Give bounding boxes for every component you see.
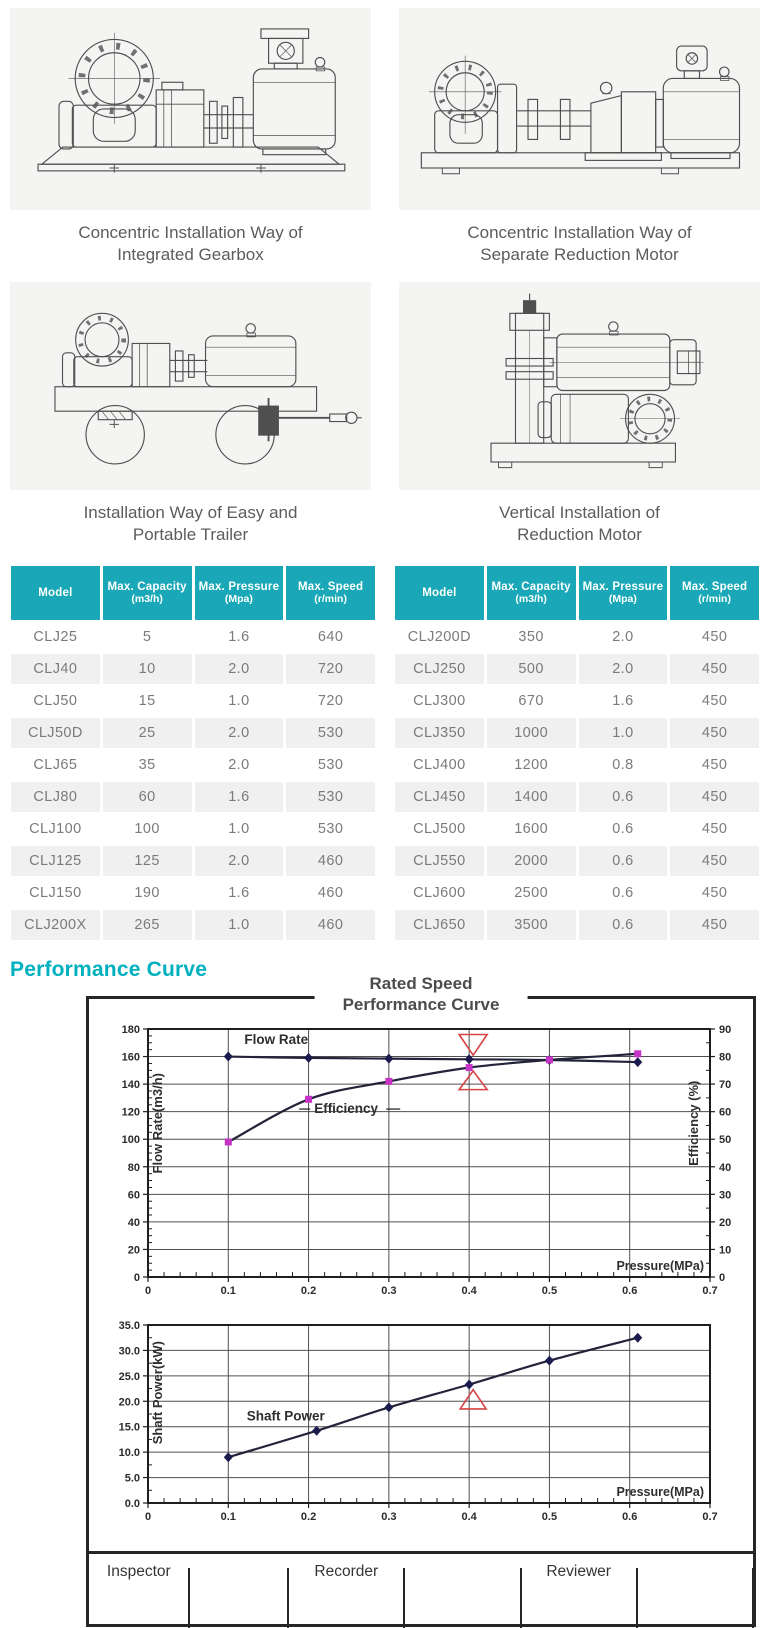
chart-title xyxy=(315,973,528,1015)
table-row xyxy=(11,750,375,780)
svg-text:Flow Rate(m3/h): Flow Rate(m3/h) xyxy=(149,1073,165,1174)
svg-text:0.2: 0.2 xyxy=(300,1511,316,1523)
table-cell: 15 xyxy=(103,686,192,716)
svg-text:0.0: 0.0 xyxy=(124,1498,140,1510)
table-cell: 640 xyxy=(286,622,375,652)
table-row xyxy=(395,718,759,748)
table-cell: CLJ650 xyxy=(395,910,484,940)
caption-line: Integrated Gearbox xyxy=(117,245,264,265)
svg-text:0.7: 0.7 xyxy=(701,1285,718,1297)
table-cell: CLJ50 xyxy=(11,686,100,716)
pump-drawing-portable-trailer xyxy=(19,287,362,485)
table-cell: 1.0 xyxy=(195,686,284,716)
table-cell: CLJ40 xyxy=(11,654,100,684)
installation-card-separate-reduction-motor xyxy=(399,8,760,270)
table-cell: 2500 xyxy=(487,878,576,908)
table-row xyxy=(395,654,759,684)
svg-text:80: 80 xyxy=(718,1051,731,1064)
table-cell: 2.0 xyxy=(195,846,284,876)
svg-text:0.6: 0.6 xyxy=(621,1285,637,1297)
table-cell: CLJ100 xyxy=(11,814,100,844)
signature-cell xyxy=(288,1554,404,1624)
table-cell: 1.6 xyxy=(195,622,284,652)
drawing-caption xyxy=(399,502,760,550)
table-cell: 0.6 xyxy=(579,846,668,876)
table-cell: CLJ150 xyxy=(11,878,100,908)
table-header-row xyxy=(395,566,759,620)
table-cell: CLJ200X xyxy=(11,910,100,940)
table-cell: 1.0 xyxy=(579,718,668,748)
signature-cell xyxy=(404,1554,520,1624)
table-cell: 60 xyxy=(103,782,192,812)
svg-text:0.5: 0.5 xyxy=(541,1285,557,1297)
table-cell: 2.0 xyxy=(195,718,284,748)
table-cell: CLJ125 xyxy=(11,846,100,876)
table-row xyxy=(11,846,375,876)
table-cell: 0.8 xyxy=(579,750,668,780)
table-cell: 1.6 xyxy=(195,782,284,812)
caption-line: Portable Trailer xyxy=(132,525,249,545)
table-cell: 1.0 xyxy=(195,814,284,844)
performance-curve-heading: Performance Curve xyxy=(10,958,208,981)
table-cell: 450 xyxy=(670,622,759,652)
signature-label: Reviewer xyxy=(546,1563,611,1580)
svg-text:Efficiency (%): Efficiency (%) xyxy=(685,1080,701,1166)
table-cell: 125 xyxy=(103,846,192,876)
table-cell: CLJ300 xyxy=(395,686,484,716)
caption-line: Concentric Installation Way of xyxy=(467,223,692,242)
table-cell: 1200 xyxy=(487,750,576,780)
caption-line: Reduction Motor xyxy=(517,525,642,545)
table-cell: 450 xyxy=(670,750,759,780)
table-cell: 450 xyxy=(670,846,759,876)
signature-divider xyxy=(752,1568,754,1628)
signature-cell xyxy=(189,1554,289,1624)
spec-table-left xyxy=(8,564,378,942)
svg-text:60: 60 xyxy=(718,1106,731,1119)
svg-text:10.0: 10.0 xyxy=(118,1447,140,1460)
pump-drawing-separate-reduction-motor xyxy=(408,13,751,205)
rated-speed-performance-chart xyxy=(98,1009,745,1317)
table-cell: 2000 xyxy=(487,846,576,876)
svg-text:40: 40 xyxy=(718,1161,731,1174)
table-cell: 5 xyxy=(103,622,192,652)
table-row xyxy=(11,686,375,716)
svg-text:Shaft Power: Shaft Power xyxy=(246,1408,325,1424)
table-cell: 1.0 xyxy=(195,910,284,940)
svg-text:50: 50 xyxy=(718,1134,731,1147)
drawing-frame xyxy=(399,8,760,210)
svg-text:70: 70 xyxy=(718,1079,731,1092)
pump-drawing-integrated-gearbox xyxy=(19,13,362,205)
svg-text:180: 180 xyxy=(121,1024,140,1036)
svg-text:0.2: 0.2 xyxy=(300,1285,316,1297)
svg-text:Pressure(MPa): Pressure(MPa) xyxy=(615,1485,704,1499)
svg-text:0.4: 0.4 xyxy=(460,1285,477,1297)
svg-text:15.0: 15.0 xyxy=(118,1421,140,1434)
table-row xyxy=(11,910,375,940)
svg-text:0: 0 xyxy=(144,1511,151,1523)
table-header-row xyxy=(11,566,375,620)
table-cell: CLJ50D xyxy=(11,718,100,748)
table-row xyxy=(395,814,759,844)
svg-text:5.0: 5.0 xyxy=(124,1472,140,1485)
table-row xyxy=(11,782,375,812)
table-cell: 450 xyxy=(670,782,759,812)
table-cell: 1000 xyxy=(487,718,576,748)
svg-text:80: 80 xyxy=(127,1161,140,1174)
svg-text:60: 60 xyxy=(127,1189,140,1202)
table-cell: CLJ450 xyxy=(395,782,484,812)
caption-line: Concentric Installation Way of xyxy=(78,223,303,242)
svg-text:Efficiency: Efficiency xyxy=(313,1101,378,1117)
caption-line: Vertical Installation of xyxy=(499,503,660,522)
installation-card-portable-trailer xyxy=(10,282,371,550)
drawing-caption xyxy=(10,222,371,270)
table-cell: 530 xyxy=(286,750,375,780)
drawing-caption xyxy=(399,222,760,270)
svg-text:0: 0 xyxy=(133,1272,140,1284)
installation-card-vertical-reduction-motor xyxy=(399,282,760,550)
signature-label: Inspector xyxy=(106,1563,171,1580)
table-cell: 460 xyxy=(286,878,375,908)
performance-curve-panel xyxy=(86,974,756,1627)
table-cell: 1600 xyxy=(487,814,576,844)
svg-text:30.0: 30.0 xyxy=(118,1345,140,1358)
column-header: Max. Capacity (m3/h) xyxy=(103,566,192,620)
svg-text:0: 0 xyxy=(718,1272,725,1284)
table-cell: CLJ550 xyxy=(395,846,484,876)
table-row xyxy=(395,782,759,812)
column-header: Max. Capacity (m3/h) xyxy=(487,566,576,620)
svg-text:0.6: 0.6 xyxy=(621,1511,637,1523)
table-cell: CLJ25 xyxy=(11,622,100,652)
installation-card-integrated-gearbox xyxy=(10,8,371,270)
column-header: Model xyxy=(395,566,484,620)
table-cell: 720 xyxy=(286,654,375,684)
table-row xyxy=(395,878,759,908)
table-row xyxy=(11,718,375,748)
svg-text:20: 20 xyxy=(127,1244,140,1257)
table-cell: CLJ500 xyxy=(395,814,484,844)
table-cell: 450 xyxy=(670,686,759,716)
table-row xyxy=(11,814,375,844)
table-cell: 450 xyxy=(670,910,759,940)
table-cell: 2.0 xyxy=(579,654,668,684)
table-cell: 2.0 xyxy=(195,750,284,780)
table-cell: 190 xyxy=(103,878,192,908)
svg-text:0: 0 xyxy=(144,1285,151,1297)
table-cell: 100 xyxy=(103,814,192,844)
svg-text:30: 30 xyxy=(718,1189,731,1202)
svg-text:140: 140 xyxy=(121,1079,140,1092)
svg-text:Flow Rate: Flow Rate xyxy=(243,1032,308,1048)
svg-text:0.3: 0.3 xyxy=(380,1285,397,1297)
table-cell: 0.6 xyxy=(579,782,668,812)
chart-title-line2: Performance Curve xyxy=(342,995,500,1014)
column-header: Max. Speed (r/min) xyxy=(670,566,759,620)
caption-line: Separate Reduction Motor xyxy=(480,245,679,265)
table-cell: 2.0 xyxy=(195,654,284,684)
table-cell: 3500 xyxy=(487,910,576,940)
svg-text:120: 120 xyxy=(121,1106,140,1119)
drawing-frame xyxy=(10,282,371,490)
table-cell: 0.6 xyxy=(579,814,668,844)
table-cell: 0.6 xyxy=(579,878,668,908)
table-row xyxy=(395,622,759,652)
spec-table-right xyxy=(392,564,762,942)
signature-cell xyxy=(637,1554,753,1624)
table-cell: 450 xyxy=(670,718,759,748)
table-row xyxy=(395,750,759,780)
table-cell: CLJ250 xyxy=(395,654,484,684)
table-row xyxy=(395,686,759,716)
svg-text:0.7: 0.7 xyxy=(701,1511,718,1523)
table-cell: CLJ600 xyxy=(395,878,484,908)
table-cell: 2.0 xyxy=(579,622,668,652)
table-cell: 460 xyxy=(286,910,375,940)
chart-title-line1: Rated Speed xyxy=(369,974,473,993)
svg-text:Pressure(MPa): Pressure(MPa) xyxy=(615,1259,704,1273)
signature-cell xyxy=(521,1554,637,1624)
svg-text:20: 20 xyxy=(718,1216,731,1229)
table-cell: 1.6 xyxy=(579,686,668,716)
svg-text:35.0: 35.0 xyxy=(118,1320,140,1332)
table-cell: 530 xyxy=(286,782,375,812)
svg-text:25.0: 25.0 xyxy=(118,1370,140,1383)
table-cell: 450 xyxy=(670,814,759,844)
table-row xyxy=(11,654,375,684)
table-row xyxy=(395,910,759,940)
table-row xyxy=(11,878,375,908)
caption-line: Installation Way of Easy and xyxy=(83,503,298,522)
signature-cell xyxy=(89,1554,189,1624)
table-cell: 530 xyxy=(286,718,375,748)
table-cell: 500 xyxy=(487,654,576,684)
svg-text:Shaft Power(kW): Shaft Power(kW) xyxy=(149,1340,165,1445)
svg-text:0.5: 0.5 xyxy=(541,1511,557,1523)
table-cell: 720 xyxy=(286,686,375,716)
svg-text:0.3: 0.3 xyxy=(380,1511,397,1523)
pump-drawing-vertical-reduction-motor xyxy=(408,287,751,485)
installation-diagrams-section xyxy=(0,0,770,562)
signature-row xyxy=(89,1551,753,1624)
table-cell: CLJ200D xyxy=(395,622,484,652)
svg-text:20.0: 20.0 xyxy=(118,1396,140,1409)
shaft-power-chart xyxy=(98,1317,745,1549)
table-cell: 350 xyxy=(487,622,576,652)
column-header: Model xyxy=(11,566,100,620)
table-cell: 25 xyxy=(103,718,192,748)
svg-text:160: 160 xyxy=(121,1051,140,1064)
table-cell: 460 xyxy=(286,846,375,876)
svg-text:40: 40 xyxy=(127,1216,140,1229)
signature-label: Recorder xyxy=(314,1563,379,1580)
table-row xyxy=(11,622,375,652)
table-cell: 670 xyxy=(487,686,576,716)
spec-tables-section xyxy=(0,562,770,942)
drawing-frame xyxy=(10,8,371,210)
svg-text:0.1: 0.1 xyxy=(220,1511,236,1523)
column-header: Max. Speed (r/min) xyxy=(286,566,375,620)
table-cell: 450 xyxy=(670,878,759,908)
svg-text:10: 10 xyxy=(718,1244,731,1257)
column-header: Max. Pressure (Mpa) xyxy=(195,566,284,620)
svg-text:100: 100 xyxy=(121,1134,140,1147)
table-row xyxy=(395,846,759,876)
svg-text:0.1: 0.1 xyxy=(220,1285,236,1297)
table-cell: 10 xyxy=(103,654,192,684)
table-cell: 1400 xyxy=(487,782,576,812)
table-cell: 265 xyxy=(103,910,192,940)
svg-text:0.4: 0.4 xyxy=(460,1511,477,1523)
table-cell: CLJ350 xyxy=(395,718,484,748)
table-cell: 450 xyxy=(670,654,759,684)
column-header: Max. Pressure (Mpa) xyxy=(579,566,668,620)
table-cell: 1.6 xyxy=(195,878,284,908)
table-cell: 35 xyxy=(103,750,192,780)
svg-text:90: 90 xyxy=(718,1024,731,1036)
table-cell: CLJ65 xyxy=(11,750,100,780)
drawing-frame xyxy=(399,282,760,490)
table-cell: 0.6 xyxy=(579,910,668,940)
drawing-caption xyxy=(10,502,371,550)
table-cell: CLJ80 xyxy=(11,782,100,812)
table-cell: 530 xyxy=(286,814,375,844)
table-cell: CLJ400 xyxy=(395,750,484,780)
